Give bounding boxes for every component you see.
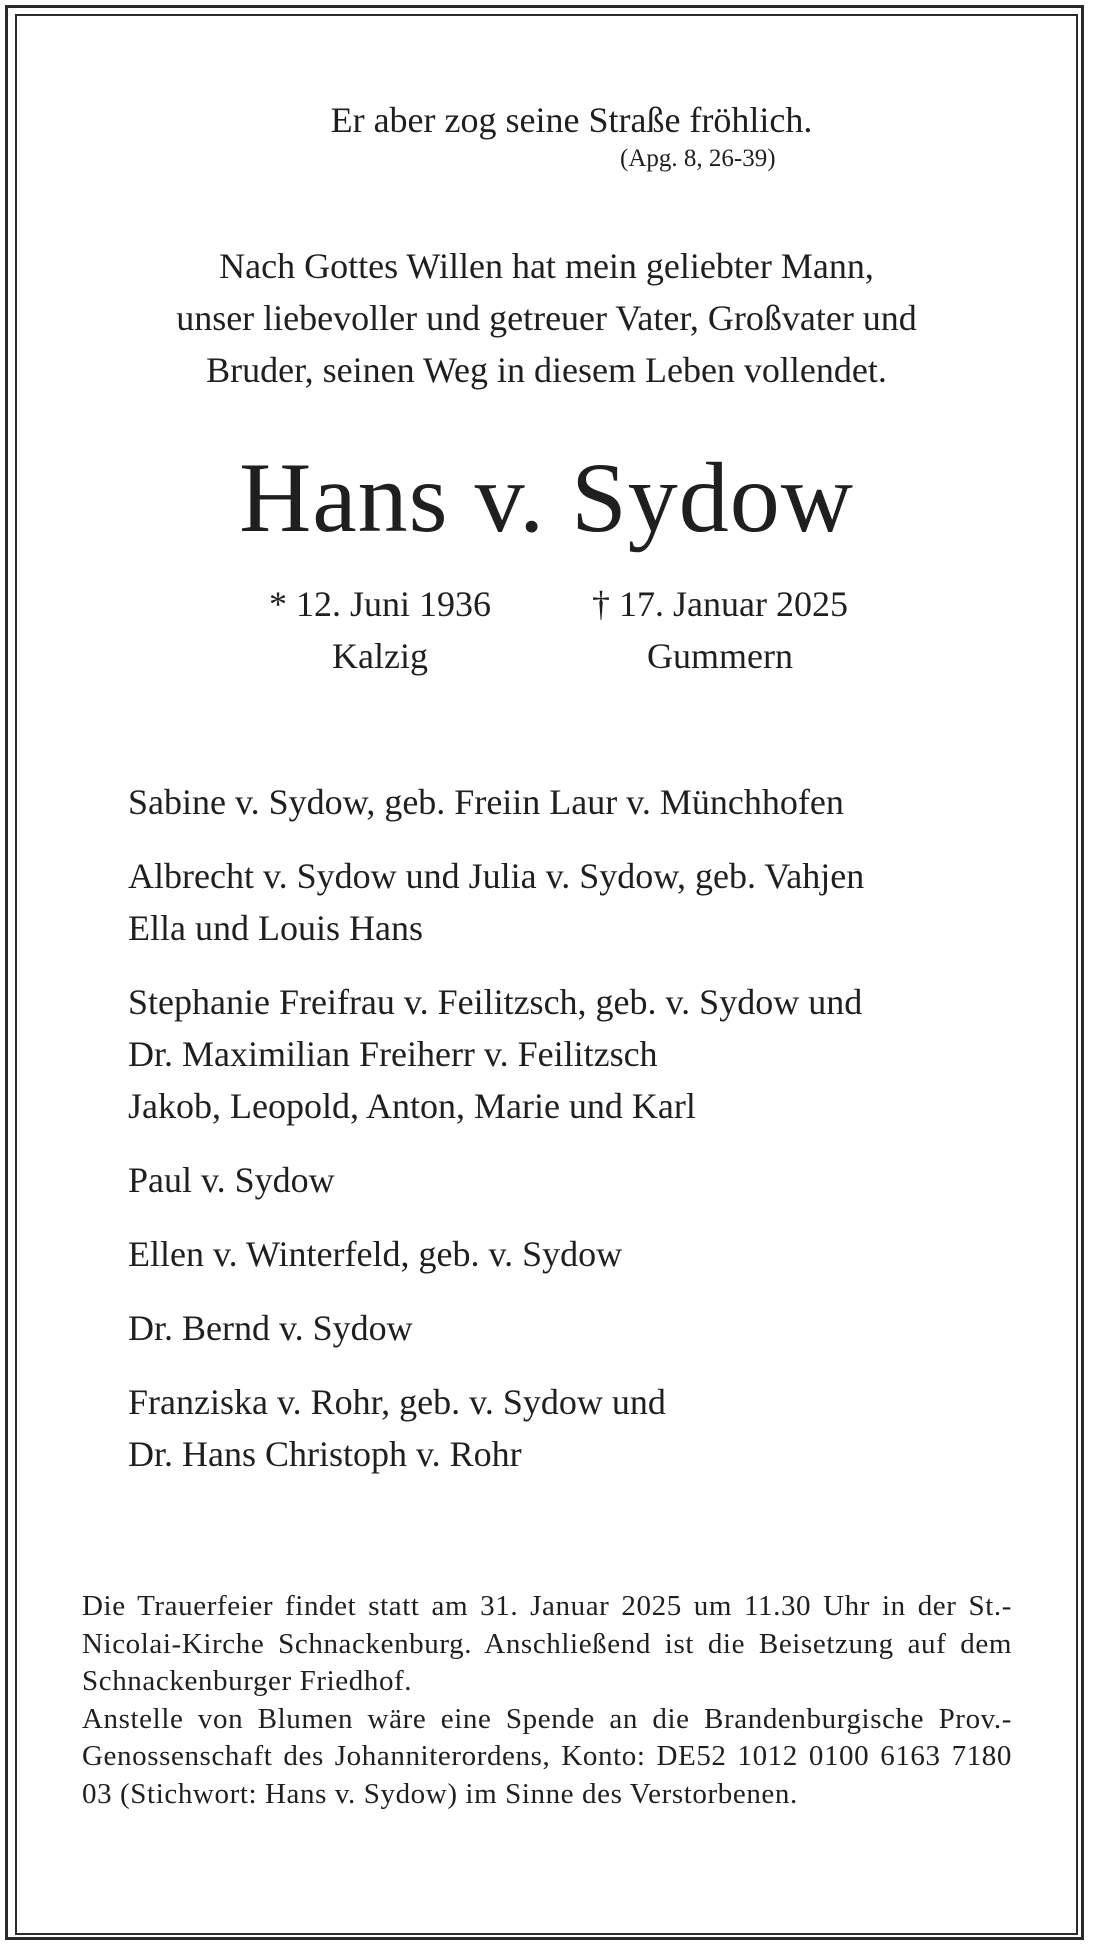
mourner-group — [128, 1376, 864, 1480]
mourner-line: Albrecht v. Sydow und Julia v. Sydow, geb. Vahjen — [128, 856, 865, 896]
death-info — [560, 578, 880, 682]
birth-info — [230, 578, 530, 682]
mourner-group — [128, 1154, 864, 1206]
intro-line: Bruder, seinen Weg in diesem Leben vollendet. — [206, 350, 887, 390]
death-date: † 17. Januar 2025 — [592, 584, 848, 624]
mourner-group — [128, 976, 864, 1132]
mourner-line: Dr. Maximilian Freiherr v. Feilitzsch — [128, 1034, 658, 1074]
deceased-name: Hans v. Sydow — [239, 442, 854, 553]
intro-line: Nach Gottes Willen hat mein geliebter Mann, — [219, 246, 874, 286]
death-place: Gummern — [647, 636, 793, 676]
funeral-notice — [82, 1588, 1012, 1813]
mourners-list — [128, 776, 864, 1502]
mourner-group — [128, 776, 864, 828]
mourner-group — [128, 1302, 864, 1354]
bible-quote: Er aber zog seine Straße fröhlich. — [330, 100, 813, 140]
mourner-line: Stephanie Freifrau v. Feilitzsch, geb. v. Sydow und — [128, 982, 863, 1022]
intro-text — [60, 240, 1033, 396]
mourner-line: Jakob, Leopold, Anton, Marie und Karl — [128, 1086, 696, 1126]
mourner-line: Dr. Bernd v. Sydow — [128, 1308, 413, 1348]
birth-place: Kalzig — [332, 636, 428, 676]
birth-date: * 12. Juni 1936 — [268, 584, 491, 624]
bible-reference: (Apg. 8, 26-39) — [620, 145, 776, 172]
mourner-line: Franziska v. Rohr, geb. v. Sydow und — [128, 1382, 666, 1422]
mourner-line: Paul v. Sydow — [128, 1160, 335, 1200]
service-info: Die Trauerfeier findet statt am 31. Januar 2025 um 11.30 Uhr in der St.-Nicolai-Kirche Schnackenburg. Anschließend ist die Beisetzung auf dem Schnackenburger Friedhof. — [82, 1590, 1012, 1697]
mourner-group — [128, 850, 864, 954]
mourner-line: Ellen v. Winterfeld, geb. v. Sydow — [128, 1234, 623, 1274]
mourner-line: Dr. Hans Christoph v. Rohr — [128, 1434, 522, 1474]
mourner-line: Sabine v. Sydow, geb. Freiin Laur v. Münchhofen — [128, 782, 844, 822]
mourner-line: Ella und Louis Hans — [128, 908, 423, 948]
mourner-group — [128, 1228, 864, 1280]
donation-info: Anstelle von Blumen wäre eine Spende an die Brandenburgische Prov.-Genossenschaft des Johanniterordens, Konto: DE52 1012 0100 6163 7180 03 (Stichwort: Hans v. Sydow) im Sinne des Verstorbenen. — [82, 1702, 1012, 1810]
intro-line: unser liebevoller und getreuer Vater, Großvater und — [176, 298, 917, 338]
